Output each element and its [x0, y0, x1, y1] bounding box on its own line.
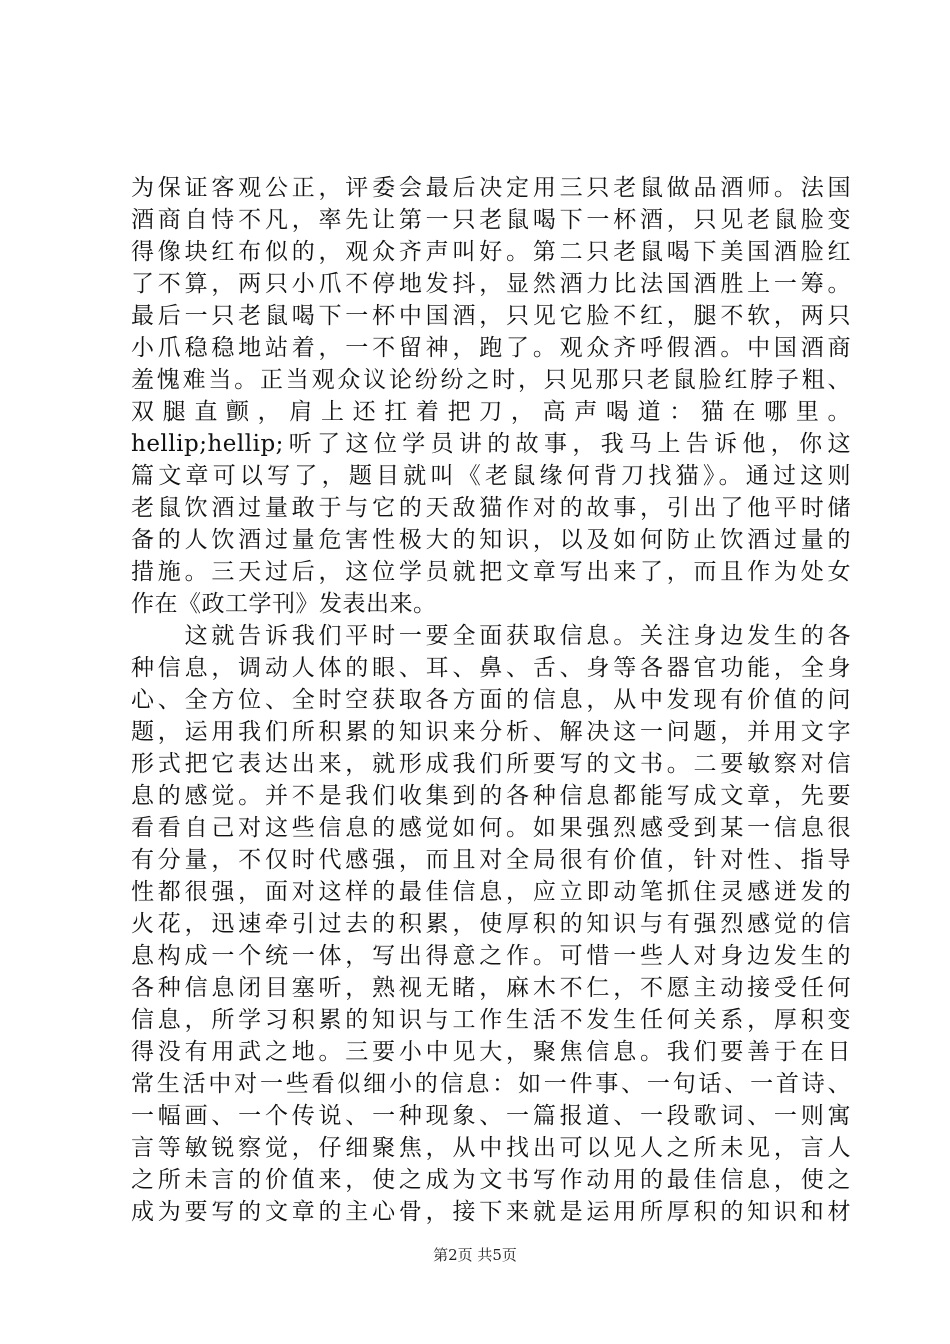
text-line: 一幅画、一个传说、一种现象、一篇报道、一段歌词、一则寓: [131, 1103, 851, 1129]
text-line: 羞愧难当。正当观众议论纷纷之时，只见那只老鼠脸红脖子粗、: [131, 367, 851, 393]
text-line: hellip;hellip;听了这位学员讲的故事，我马上告诉他，你这: [131, 431, 851, 457]
text-line: 了不算，两只小爪不停地发抖，显然酒力比法国酒胜上一筹。: [131, 271, 851, 297]
text-line: 酒商自恃不凡，率先让第一只老鼠喝下一杯酒，只见老鼠脸变: [131, 207, 851, 233]
text-line: 篇文章可以写了，题目就叫《老鼠缘何背刀找猫》。通过这则: [131, 463, 851, 489]
text-line: 种信息，调动人体的眼、耳、鼻、舌、身等各器官功能，全身: [131, 655, 851, 681]
text-line: 最后一只老鼠喝下一杯中国酒，只见它脸不红，腿不软，两只: [131, 303, 851, 329]
text-line: 各种信息闭目塞听，熟视无睹，麻木不仁，不愿主动接受任何: [131, 975, 851, 1001]
page-number-footer: 第2页 共5页: [433, 1246, 517, 1264]
text-line: 这就告诉我们平时一要全面获取信息。关注身边发生的各: [131, 623, 851, 649]
text-line: 性都很强，面对这样的最佳信息，应立即动笔抓住灵感迸发的: [131, 879, 851, 905]
text-line: 之所未言的价值来，使之成为文书写作动用的最佳信息，使之: [131, 1167, 851, 1193]
text-line: 得像块红布似的，观众齐声叫好。第二只老鼠喝下美国酒脸红: [131, 239, 851, 265]
text-line: 双 腿 直 颤 ， 肩 上 还 扛 着 把 刀 ， 高 声 喝 道 ： 猫 在 哪 里 。: [131, 399, 851, 425]
text-line: 心、全方位、全时空获取各方面的信息，从中发现有价值的问: [131, 687, 851, 713]
text-line: 言等敏锐察觉，仔细聚焦，从中找出可以见人之所未见，言人: [131, 1135, 851, 1161]
text-line: 为保证客观公正，评委会最后决定用三只老鼠做品酒师。法国: [131, 175, 851, 201]
text-line: 形式把它表达出来，就形成我们所要写的文书。二要敏察对信: [131, 751, 851, 777]
text-line: 老鼠饮酒过量敢于与它的天敌猫作对的故事，引出了他平时储: [131, 495, 851, 521]
text-line: 息的感觉。并不是我们收集到的各种信息都能写成文章，先要: [131, 783, 851, 809]
text-line: 信息，所学习积累的知识与工作生活不发生任何关系，厚积变: [131, 1007, 851, 1033]
text-line: 得没有用武之地。三要小中见大，聚焦信息。我们要善于在日: [131, 1039, 851, 1065]
document-body: [131, 172, 851, 1228]
text-line: 息构成一个统一体，写出得意之作。可惜一些人对身边发生的: [131, 943, 851, 969]
text-line: 火花，迅速牵引过去的积累，使厚积的知识与有强烈感觉的信: [131, 911, 851, 937]
text-line: 看看自己对这些信息的感觉如何。如果强烈感受到某一信息很: [131, 815, 851, 841]
text-line: 有分量，不仅时代感强，而且对全局很有价值，针对性、指导: [131, 847, 851, 873]
text-line: 常生活中对一些看似细小的信息：如一件事、一句话、一首诗、: [131, 1071, 851, 1097]
text-line: 题，运用我们所积累的知识来分析、解决这一问题，并用文字: [131, 719, 851, 745]
text-line: 备的人饮酒过量危害性极大的知识，以及如何防止饮酒过量的: [131, 527, 851, 553]
text-line: 措施。三天过后，这位学员就把文章写出来了，而且作为处女: [131, 559, 851, 585]
text-line: 小爪稳稳地站着，一不留神，跑了。观众齐呼假酒。中国酒商: [131, 335, 851, 361]
text-line: 成为要写的文章的主心骨，接下来就是运用所厚积的知识和材: [131, 1199, 851, 1225]
text-line: 作在《政工学刊》发表出来。: [131, 591, 437, 617]
